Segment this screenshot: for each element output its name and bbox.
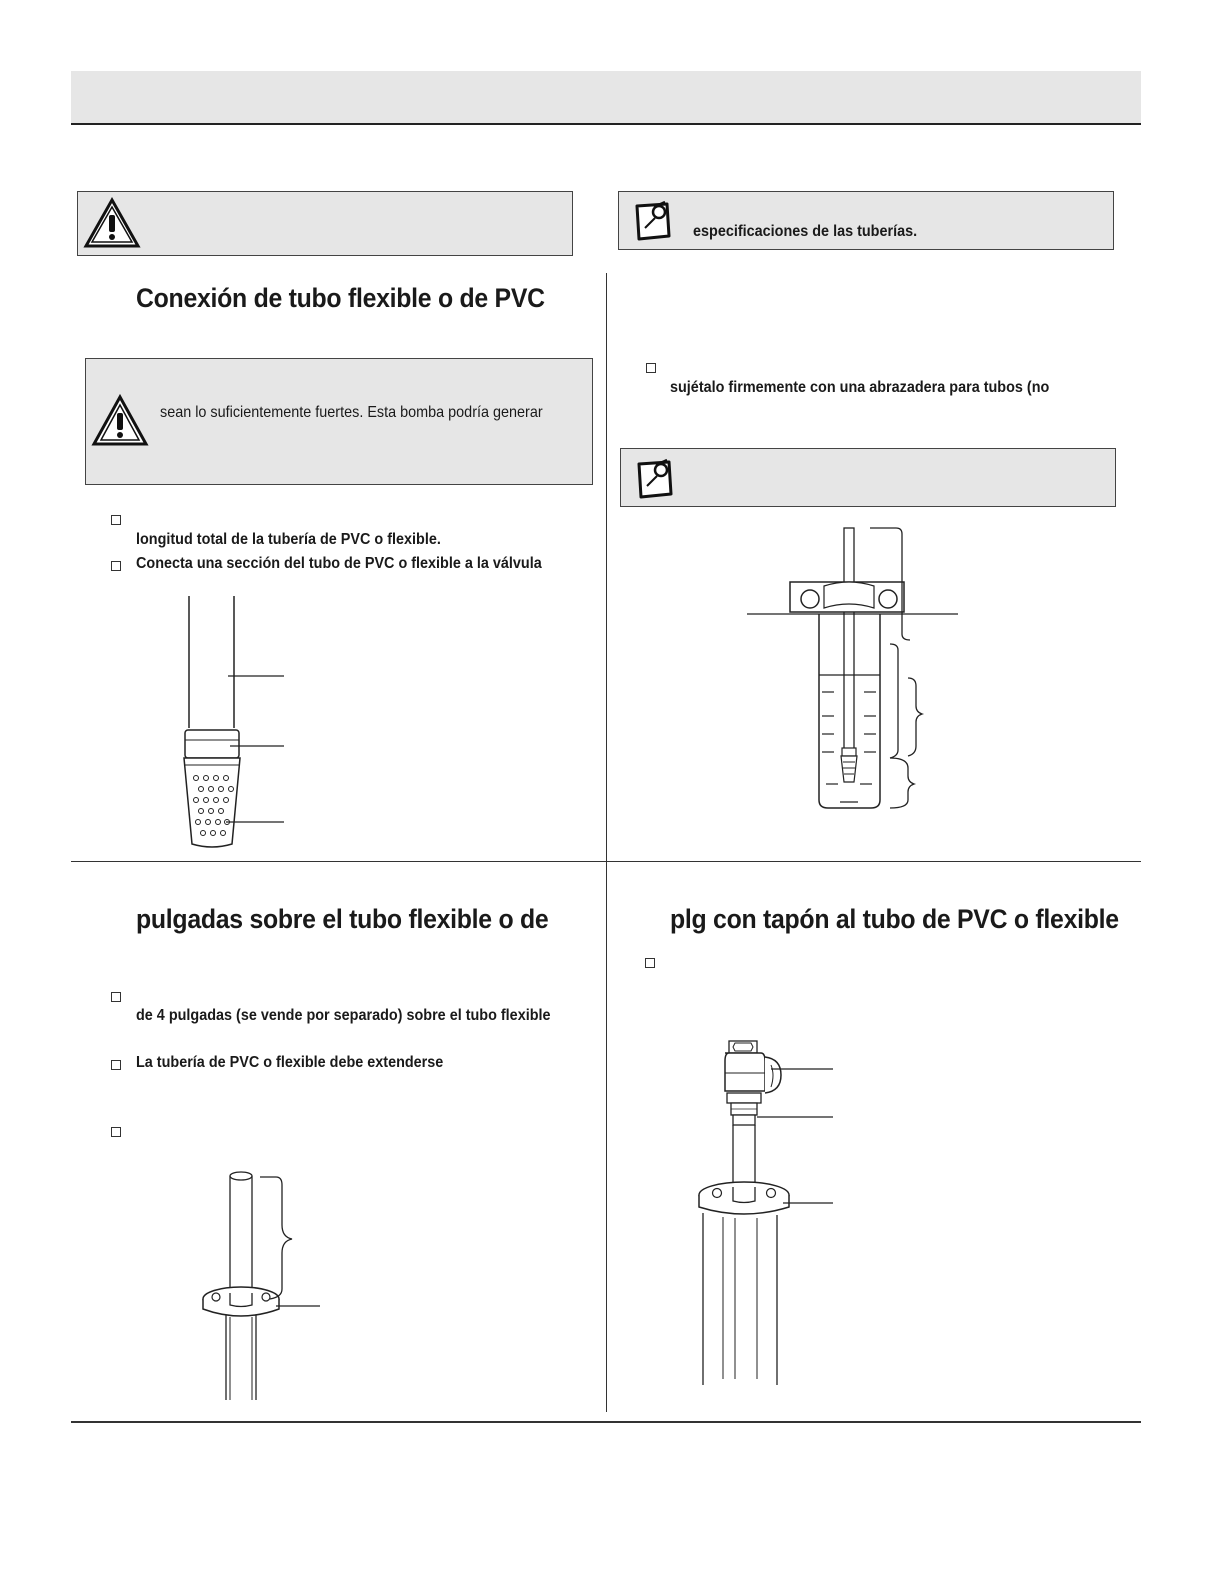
step-checkbox bbox=[645, 958, 655, 968]
warning-box-top bbox=[77, 191, 573, 256]
step-checkbox bbox=[111, 1060, 121, 1070]
section3-step-2: La tubería de PVC o flexible debe extenderse bbox=[136, 1054, 444, 1071]
note-top-text: especificaciones de las tuberías. bbox=[693, 223, 918, 240]
footer-line bbox=[71, 1421, 1141, 1423]
section1-warning-text: sean lo suficientemente fuertes. Esta bomba podría generar bbox=[160, 404, 543, 421]
tee-plug-assembly-illustration bbox=[695, 1035, 840, 1390]
section4-title: plg con tapón al tubo de PVC o flexible bbox=[670, 904, 1119, 934]
step-checkbox bbox=[646, 363, 656, 373]
column-divider-top bbox=[606, 273, 607, 861]
warning-triangle-icon bbox=[84, 198, 140, 248]
section3-step-1: de 4 pulgadas (se vende por separado) sobre el tubo flexible bbox=[136, 1007, 551, 1024]
header-bar bbox=[71, 71, 1141, 125]
step-checkbox bbox=[111, 1127, 121, 1137]
step-checkbox bbox=[111, 992, 121, 1002]
note-box-section2 bbox=[620, 448, 1116, 507]
section1-step-2: Conecta una sección del tubo de PVC o flexible a la válvula bbox=[136, 555, 542, 572]
step-checkbox bbox=[111, 561, 121, 571]
pipe-foot-valve-illustration bbox=[170, 590, 300, 852]
warning-box-section1 bbox=[85, 358, 593, 485]
section2-step-1: sujétalo firmemente con una abrazadera para tubos (no bbox=[670, 379, 1050, 396]
well-casing-diagram bbox=[740, 520, 970, 820]
note-pin-icon bbox=[633, 198, 673, 242]
section3-title: pulgadas sobre el tubo flexible o de bbox=[136, 904, 549, 934]
step-checkbox bbox=[111, 515, 121, 525]
note-box-top bbox=[618, 191, 1114, 250]
note-pin-icon bbox=[635, 456, 675, 500]
pipe-well-cap-illustration bbox=[190, 1165, 330, 1405]
column-divider-bottom bbox=[606, 862, 607, 1412]
warning-triangle-icon bbox=[92, 395, 148, 447]
section1-step-1: longitud total de la tubería de PVC o flexible. bbox=[136, 531, 441, 548]
section1-title: Conexión de tubo flexible o de PVC bbox=[136, 283, 545, 313]
